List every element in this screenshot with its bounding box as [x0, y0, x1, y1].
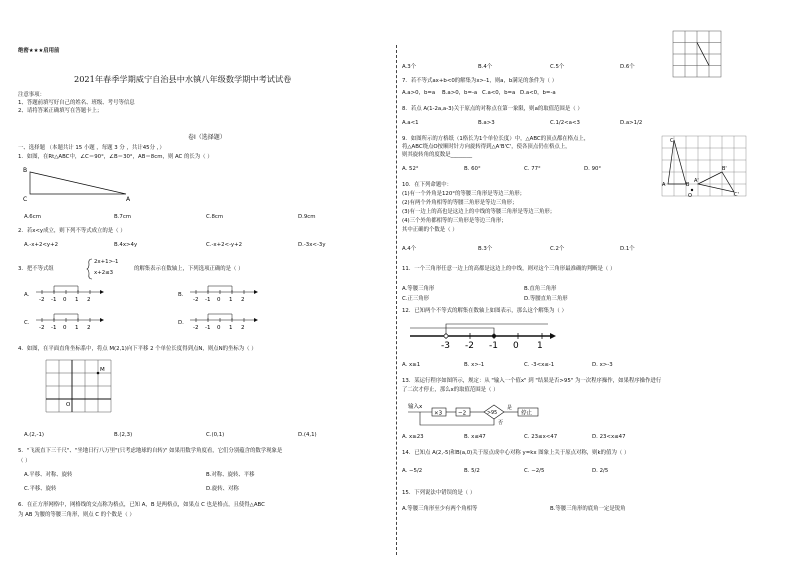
- tick-label: 1: [229, 297, 233, 303]
- vertex-label: B: [23, 167, 28, 174]
- vertex-label: C: [670, 138, 674, 144]
- option[interactable]: D.等腰直角三角形: [524, 296, 568, 302]
- question-8-stem: 8．若点 A(1-2a,a-3)关于原点的对称点在第一象限，则a的取值范围是（ ）: [402, 106, 583, 112]
- option[interactable]: D.a<0，b=-a: [520, 90, 556, 96]
- question-9-stem-cont: 将△ABC绕点O按顺时针方向旋转得到△A'B'C'，使各顶点仍在格点上，: [402, 144, 571, 150]
- option[interactable]: D. x>-3: [592, 362, 613, 368]
- vertex-label: A: [662, 182, 666, 188]
- option-label[interactable]: D.: [178, 320, 184, 326]
- triangle-figure: [22, 164, 138, 204]
- tick-label: 1: [537, 341, 543, 350]
- number-line-option-c[interactable]: [34, 310, 104, 332]
- option[interactable]: D. 2/5: [592, 468, 609, 474]
- option[interactable]: A.-x+2<y+2: [24, 242, 59, 248]
- solution-bracket: [410, 328, 494, 336]
- tick-label: 2: [241, 297, 245, 303]
- arrow-icon: [100, 318, 104, 322]
- tick-label: -2: [39, 297, 45, 303]
- vertex-label: A: [126, 196, 131, 203]
- question-3-stem-b: 的解集表示在数轴上，下列选项正确的是（ ）: [134, 266, 244, 272]
- vertex-label: A': [694, 178, 699, 184]
- tick-label: 0: [63, 325, 67, 331]
- option[interactable]: B. 60°: [464, 166, 481, 172]
- question-6-stem: 6．在正方形网格中，网格线的交点称为格点，已知 A，B 是两格点，如果点 C 也是格点，且使得△ABC: [18, 502, 265, 508]
- tick-label: -2: [39, 325, 45, 331]
- tick-label: -1: [205, 297, 211, 303]
- origin-label: O: [66, 402, 71, 408]
- center-label: O: [688, 193, 692, 199]
- flow-multiply-label: ×3: [434, 410, 443, 417]
- tick-label: -2: [193, 297, 199, 303]
- vertex-label: C': [734, 192, 739, 198]
- question-10-stem: 10．在下列命题中：: [402, 182, 452, 188]
- option[interactable]: B. x≤47: [464, 434, 486, 440]
- arrow-icon: [550, 333, 556, 339]
- question-2-stem: 2．若x<y成立，则下列不等式成立的是（ ）: [18, 228, 126, 234]
- tick-label: -1: [205, 325, 211, 331]
- question-3-stem-a: 3．把不等式组: [18, 266, 54, 272]
- question-9-stem: 9．如图所示的方格纸（1格长为1个单位长度）中，△ABC的顶点都在格点上，: [402, 136, 590, 142]
- option[interactable]: D. 90°: [584, 166, 602, 172]
- option[interactable]: B.对称、旋转、平移: [206, 472, 255, 478]
- number-line-option-b[interactable]: [188, 282, 258, 304]
- option[interactable]: D.-3x<-3y: [298, 242, 326, 248]
- option[interactable]: B.4x>4y: [114, 242, 138, 248]
- tick-label: -1: [489, 341, 498, 350]
- question-6-stem-cont: 为 AB 为腰的等腰三角形，则点 C 的个数是（ ）: [18, 512, 135, 518]
- inequality-1: 2x+1>-1: [94, 259, 119, 265]
- option[interactable]: A. x≥1: [402, 362, 421, 368]
- solution-bracket: [446, 324, 548, 336]
- question-14-stem: 14．已知点 A(2,-5)和B(a,0)关于原点成中心对称 y=kx 图象上关于原点对称，则k的值为（ ）: [402, 450, 630, 456]
- option[interactable]: D.9cm: [298, 214, 316, 220]
- vertex-label: B: [686, 182, 690, 188]
- square-grid-figure: [672, 30, 724, 80]
- option[interactable]: D.(4,1): [298, 432, 317, 438]
- option[interactable]: B. 5/2: [464, 468, 480, 474]
- question-13-stem: 13．某运行程序如图所示，规定：从 "输入一个值x" 到 "结果是否>95" 为一次程序操作，如果程序操作进行: [402, 378, 662, 384]
- tick-label: 0: [217, 325, 221, 331]
- flow-no-label: 否: [498, 420, 504, 426]
- option[interactable]: B.3个: [478, 246, 493, 252]
- option[interactable]: A.平移、对称、旋转: [24, 472, 73, 478]
- open-endpoint: [444, 334, 448, 338]
- option[interactable]: B.直角三角形: [524, 286, 557, 292]
- section-heading: 卷Ⅰ（选择题）: [188, 134, 226, 141]
- question-13-stem-cont: 了二次才停止，那么x的取值范围是（ ）: [402, 387, 499, 393]
- tick-label: -1: [51, 325, 57, 331]
- part1-heading: 一、选择题 （本题共计 15 小题 ，每题 3 分 ，共计45分 ，）: [18, 145, 165, 151]
- exam-title: 2021年春季学期威宁自治县中水镇八年级数学期中考试试卷: [74, 74, 292, 84]
- column-divider: [396, 45, 397, 555]
- proposition-item: (2)有两个外角相等的等腰三角形是等边三角形；: [402, 200, 518, 206]
- option[interactable]: C.a<0，b=a: [482, 90, 516, 96]
- option[interactable]: A.a<1: [402, 120, 419, 126]
- inequality-2: x+2≤3: [94, 270, 114, 276]
- question-4-stem: 4．如图，在平面直角坐标系中，将点 M(2,1)向下平移 2 个单位长度得到点N，则点N的坐标为（ ）: [18, 346, 257, 352]
- option[interactable]: D.a>1/2: [620, 120, 643, 126]
- option[interactable]: C.8cm: [206, 214, 224, 220]
- option[interactable]: C.平移、旋转: [24, 486, 57, 492]
- question-5-stem: 5．"飞流直下三千尺"、"坐地日行八万里"(只考虑地球的自转)" 如果用数学角度看，它们分别蕴含的数学现象是: [18, 448, 283, 454]
- option-label[interactable]: A.: [24, 292, 30, 298]
- option[interactable]: B.7cm: [114, 214, 132, 220]
- tick-label: 1: [75, 297, 79, 303]
- option[interactable]: A.等腰三角形至少有两个角相等: [402, 506, 478, 512]
- number-line-option-d[interactable]: [188, 310, 258, 332]
- option[interactable]: B.4个: [478, 64, 493, 70]
- proposition-item: (3)有一边上的高也是这边上的中线的等腰三角形是等边三角形；: [402, 209, 556, 215]
- option[interactable]: A. x≥23: [402, 434, 424, 440]
- question-12-stem: 12．已知两个不等式的解集在数轴上如图表示，那么这个解集为（ ）: [402, 308, 567, 314]
- arrow-icon: [254, 290, 258, 294]
- option-label[interactable]: C.: [24, 320, 30, 326]
- option[interactable]: D.1个: [620, 246, 635, 252]
- notes-heading: 注意事项：: [18, 92, 45, 98]
- coordinate-grid-figure: [44, 358, 114, 414]
- flow-stop-label: 停止: [521, 410, 533, 417]
- brace-icon: [86, 258, 94, 280]
- tick-label: -2: [465, 341, 474, 350]
- question-11-stem: 11．一个三角形任意一边上的高都是这边上的中线，则对这个三角形最准确的判断是（ ）: [402, 266, 616, 272]
- arrow-icon: [254, 318, 258, 322]
- option[interactable]: A.4个: [402, 246, 417, 252]
- option[interactable]: A. 52°: [402, 166, 419, 172]
- option[interactable]: C. -3<x≤-1: [524, 362, 555, 368]
- option[interactable]: C.5个: [550, 64, 565, 70]
- secret-label: 绝密★★★启用前: [18, 48, 60, 54]
- option[interactable]: A.等腰三角形: [402, 286, 435, 292]
- flow-yes-label: 是: [507, 405, 513, 411]
- question-15-stem: 15．下列说法中错误的是（ ）: [402, 490, 476, 496]
- tick-label: 0: [217, 297, 221, 303]
- question-10-ask: 其中正确的个数是（ ）: [402, 227, 458, 233]
- option[interactable]: C.1/2<a<3: [550, 120, 580, 126]
- option[interactable]: C. 23≤x<47: [524, 434, 558, 440]
- proposition-item: (1)有一个外角是120°的等腰三角形是等边三角形；: [402, 191, 526, 197]
- option[interactable]: B. x>-1: [464, 362, 485, 368]
- flowchart-figure: [406, 397, 576, 431]
- number-line-figure: [408, 316, 558, 350]
- option[interactable]: C.-x+2<-y+2: [206, 242, 243, 248]
- option[interactable]: D.6个: [620, 64, 635, 70]
- option[interactable]: C. −2/5: [524, 468, 545, 474]
- question-9-stem-cont: 则其旋转角的度数是________: [402, 152, 473, 158]
- option[interactable]: B.等腰三角形的底角一定是锐角: [550, 506, 626, 512]
- option[interactable]: A.a>0，b=a: [402, 90, 436, 96]
- tick-label: -1: [51, 297, 57, 303]
- flow-compare-label: >95: [487, 411, 498, 416]
- option[interactable]: A.3个: [402, 64, 417, 70]
- question-5-stem-cont: （ ）: [18, 458, 31, 464]
- tick-label: -3: [441, 341, 450, 350]
- tick-label: 0: [513, 341, 519, 350]
- point-label: M: [100, 367, 105, 373]
- vertex-label: B': [722, 166, 727, 172]
- arrow-icon: [100, 290, 104, 294]
- tick-label: -2: [193, 325, 199, 331]
- option[interactable]: B.a>3: [478, 120, 495, 126]
- flow-subtract-label: −2: [458, 410, 467, 417]
- tick-label: 1: [75, 325, 79, 331]
- question-1-stem: 1．如图，在Rt△ABC中，∠C＝90°，∠B＝30°，AB＝8cm，则 AC 的长为（ ）: [18, 154, 213, 160]
- flow-input-label: 输入x: [408, 404, 423, 410]
- option[interactable]: D. 23<x≤47: [592, 434, 626, 440]
- option[interactable]: D.旋转、对称: [206, 486, 239, 492]
- option[interactable]: C.正三角形: [402, 296, 430, 302]
- option[interactable]: A. −5/2: [402, 468, 423, 474]
- option[interactable]: C.(0,1): [206, 432, 225, 438]
- vertex-label: C: [23, 196, 28, 203]
- option[interactable]: B.a>0，b=-a: [442, 90, 478, 96]
- closed-endpoint: [492, 334, 496, 338]
- tick-label: 2: [241, 325, 245, 331]
- option-label[interactable]: B.: [178, 292, 184, 298]
- option[interactable]: C. 77°: [524, 166, 541, 172]
- proposition-item: (4)三个外角都相等的三角形是等边三角形；: [402, 218, 507, 224]
- option[interactable]: A.6cm: [24, 214, 41, 220]
- option[interactable]: C.2个: [550, 246, 565, 252]
- note-item: 2、请将答案正确填写在答题卡上；: [18, 108, 103, 114]
- option[interactable]: A.(2,-1): [24, 432, 45, 438]
- tick-label: 2: [87, 325, 91, 331]
- tick-label: 1: [229, 325, 233, 331]
- tick-label: 0: [63, 297, 67, 303]
- tick-label: 2: [87, 297, 91, 303]
- rotation-grid-figure: [658, 134, 748, 200]
- number-line-option-a[interactable]: [34, 282, 104, 304]
- option[interactable]: B.(2,3): [114, 432, 133, 438]
- note-item: 1、答题前填写好自己的姓名、班级、考号等信息: [18, 100, 135, 106]
- question-7-stem: 7．若不等式ax+b<0的解集为x>-1，则a，b满足的条件为（ ）: [402, 78, 558, 84]
